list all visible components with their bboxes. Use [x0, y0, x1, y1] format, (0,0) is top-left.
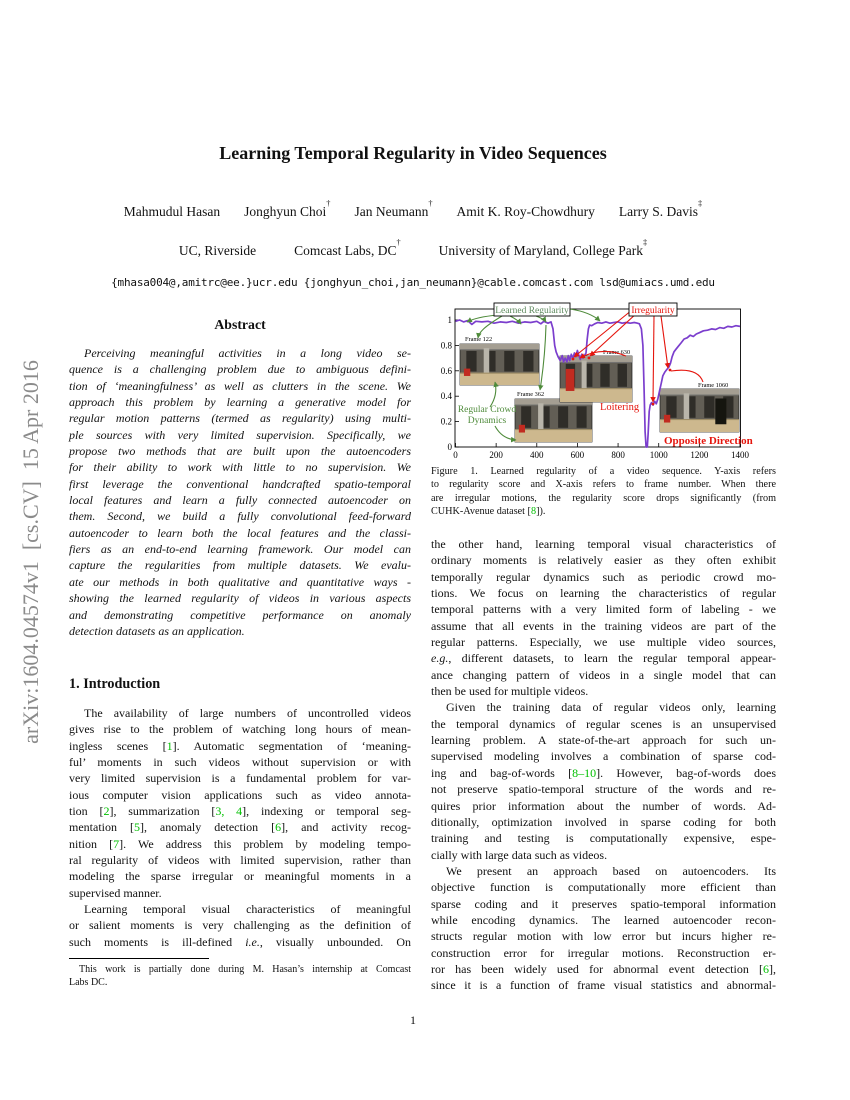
regular-crowd-dynamics-label: Dynamics [467, 416, 507, 426]
y-tick-label: 0 [447, 442, 452, 452]
author-emails: {mhasa004@,amitrc@ee.}ucr.edu {jonghyun_choi,jan_neumann}@cable.comcast.com lsd@umiacs.umd.edu [111, 276, 715, 289]
text-line: tion [2], summarization [3, 4], indexing or temporal seg- [69, 804, 411, 819]
affiliations-row [50, 238, 776, 259]
author: Larry S. Davis‡ [618, 199, 703, 219]
text-line: are irregular motions, the regularity score drops significantly (from [431, 492, 776, 504]
regular-crowd-dynamics-label: Regular Crowd [457, 405, 517, 415]
text-line: tion of ‘meaningfulness’ as well as clutters in the scene. We [69, 378, 411, 393]
x-tick-label: 1200 [690, 450, 709, 460]
author: Jonghyun Choi† [244, 199, 331, 219]
x-tick-label: 800 [611, 450, 625, 460]
text-line: first leverage the conventional handcrafted spatio-temporal [69, 476, 411, 491]
text-line: gives rise to the problem of watching long hours of mean- [69, 722, 411, 737]
text-line: them. Second, we build a fully convolutional feed-forward [69, 509, 411, 524]
text-line: while encoding dynamics. The learned autoencoder recon- [431, 912, 776, 927]
section-heading-introduction: 1. Introduction [69, 676, 161, 692]
text-line: ious computer vision applications such as video annota- [69, 787, 411, 802]
text-line: ditionally, optimization involved in sparse coding for both [431, 814, 776, 829]
text-line: the other hand, learning temporal visual characteristics of [431, 537, 776, 551]
text-line: ing and bag-of-words [8–10]. However, bag-of-words does [431, 765, 776, 780]
y-tick-label: 1 [447, 315, 452, 325]
text-line: structs regular motion with low error but incurs higher re- [431, 929, 776, 944]
text-line: objective function is computationally more efficient than [431, 880, 776, 895]
text-line: for their ability to work with little to no supervision. We [69, 460, 411, 475]
text-line: supervised modeling involves a combination of sparse cod- [431, 749, 776, 764]
page-number: 1 [410, 1013, 416, 1027]
text-line: and demonstrating competitive performance on anomaly [69, 607, 411, 622]
text-line: cially with large data such as videos. [431, 847, 608, 862]
text-line: ful’ moments in such videos without supervision or with [69, 755, 411, 770]
x-tick-label: 600 [570, 450, 585, 460]
text-line: regular motion patterns (termed as regularity) using multi- [69, 411, 411, 426]
text-line: showing the learned regularity of videos in various aspects [69, 591, 411, 606]
text-line: ror has been widely used for abnormal event detection [6], [431, 961, 776, 976]
text-line: such moments is ill-defined i.e., visually unbounded. On [69, 934, 411, 949]
text-line: nition [7]. We address this problem by modeling tempo- [69, 836, 411, 851]
green-annotation-arrow [540, 325, 546, 390]
right-column-text [431, 536, 776, 994]
text-line: ple sources with very limited supervision. Specifically, we [69, 427, 411, 442]
text-line: detection datasets as an application. [69, 623, 245, 638]
text-line: ordinary moments is relatively easier as they often exhibit [431, 553, 776, 568]
text-line: This work is partially done during M. Hasan’s internship at Comcast [79, 964, 411, 975]
x-tick-label: 400 [530, 450, 544, 460]
author: Amit K. Roy-Chowdhury [456, 203, 595, 219]
text-line: mentation [5], anomaly detection [6], and activity recog- [69, 820, 411, 835]
text-line: autoencoder to learn both the local features and the classi- [69, 525, 411, 540]
text-line: ance changing pattern of videos in a single model that can [431, 667, 776, 682]
thumbnail-frame-label: Frame 1060 [698, 382, 729, 389]
text-line: then be used for multiple videos. [431, 684, 589, 699]
irregularity-label: Irregularity [631, 306, 675, 316]
figure-1-caption [431, 465, 776, 518]
authors-row [50, 199, 776, 220]
red-annotation-arc [671, 370, 703, 382]
green-annotation-arrow [490, 382, 496, 407]
text-line: to regularity score and X-axis refers to frame number. When there [431, 479, 776, 491]
text-line: not preserve spatio-temporal structure of the words and re- [431, 782, 776, 797]
text-line: assume that all events in the training videos are part of the [431, 618, 776, 633]
paper-title: Learning Temporal Regularity in Video Sequences [219, 143, 607, 163]
text-line: ral regularity of videos with limited supervision, rather than [69, 853, 411, 868]
green-annotation-arrow [570, 309, 600, 321]
arxiv-watermark: arXiv:1604.04574v1 [cs.CV] 15 Apr 2016 [18, 360, 43, 744]
video-thumbnail [660, 382, 739, 432]
thumbnail-frame-label: Frame 630 [603, 349, 631, 356]
x-tick-label: 1400 [731, 450, 749, 460]
text-line: The availability of large numbers of uncontrolled videos [84, 706, 411, 720]
learned-regularity-label: Learned Regularity [495, 306, 569, 316]
text-line: training and testing is computationally expensive, espe- [431, 831, 776, 846]
loitering-label: Loitering [600, 402, 640, 413]
abstract-text [69, 345, 411, 639]
text-line: capture the regularities from multiple datasets. We evalu- [69, 558, 411, 573]
text-line: temporally regular dynamics such as periodic crowd mo- [431, 569, 776, 584]
footnote-rule [69, 958, 209, 959]
text-line: CUHK-Avenue dataset [8]). [431, 505, 546, 517]
text-line: supervised manner. [69, 885, 162, 900]
affil: University of Maryland, College Park‡ [438, 238, 648, 258]
text-line: fiers as an end-to-end learning framework. Our model can [69, 542, 411, 557]
thumbnail-frame-label: Frame 122 [465, 336, 493, 343]
footnote [69, 963, 411, 989]
text-line: We present an approach based on autoencoders. Its [446, 863, 776, 878]
green-annotation-arrow [478, 316, 502, 338]
y-tick-label: 0.2 [440, 416, 452, 427]
text-line: approach this problem by learning a generative model for [69, 395, 411, 410]
thumbnail-frame-label: Frame 362 [517, 391, 545, 398]
text-line: learning problem. A state-of-the-art approach for such un- [431, 733, 776, 748]
text-line: ate our methods in both qualitative and quantitative ways - [69, 574, 411, 589]
author: Mahmudul Hasan [123, 203, 221, 219]
text-line: tions. We focus on learning the characteristics of regular [431, 586, 776, 601]
green-annotation-arrow [495, 426, 516, 440]
text-line: the temporal dynamics of regular scenes is an unsupervised [431, 716, 776, 731]
text-line: Given the training data of regular videos only, learning [446, 700, 776, 715]
author: Jan Neumann† [354, 199, 433, 219]
text-line: very limited supervision is a fundamental problem for var- [69, 771, 411, 786]
text-line: modeling the sparse irregular or meaningful moments in a [69, 869, 411, 884]
text-line: Perceiving meaningful activities in a long video se- [84, 346, 411, 360]
text-line: Labs DC. [69, 977, 108, 988]
red-annotation-arrow [653, 316, 654, 402]
y-tick-label: 0.8 [440, 340, 452, 351]
x-tick-label: 0 [453, 450, 458, 460]
text-line: Figure 1. Learned regularity of a video sequence. Y-axis refers [431, 466, 776, 477]
text-line: local features and learn a fully connected autoencoder on [69, 493, 411, 508]
x-tick-label: 1000 [649, 450, 668, 460]
affil: UC, Riverside [178, 242, 257, 258]
opposite-direction-label: Opposite Direction [664, 435, 753, 447]
text-line: e.g., different datasets, to learn the regular temporal appear- [431, 651, 776, 666]
video-thumbnail [460, 336, 539, 385]
y-tick-label: 0.4 [440, 391, 452, 402]
text-line: sparse coding and it preserves spatio-temporal information [431, 896, 776, 911]
text-line: since it is a function of frame visual statistics and abnormal- [431, 978, 776, 993]
text-line: construction error for irregular motions. Reconstruction er- [431, 945, 776, 960]
x-tick-label: 200 [489, 450, 503, 460]
text-line: regular patterns. Especially, we use multiple video sources, [431, 635, 776, 650]
text-line: quence is a challenging problem due to ambiguous defini- [69, 362, 411, 377]
figure-1-chart [432, 299, 778, 464]
text-line: propose two methods that are built upon the autoencoders [69, 444, 411, 459]
red-annotation-arrow [661, 316, 668, 368]
text-line: ingless scenes [1]. Automatic segmentation of ‘meaning- [69, 738, 411, 753]
introduction-text [69, 705, 411, 950]
text-line: or salient moments is very challenging as the definition of [69, 918, 411, 933]
text-line: temporal patterns with a very limited form of labeling - we [431, 602, 776, 617]
text-line: quires prior information about the number of words. Ad- [431, 798, 776, 813]
affil: Comcast Labs, DC† [294, 238, 401, 258]
abstract-heading: Abstract [214, 317, 266, 332]
y-tick-label: 0.6 [440, 365, 452, 376]
text-line: Learning temporal visual characteristics of meaningful [84, 902, 411, 917]
